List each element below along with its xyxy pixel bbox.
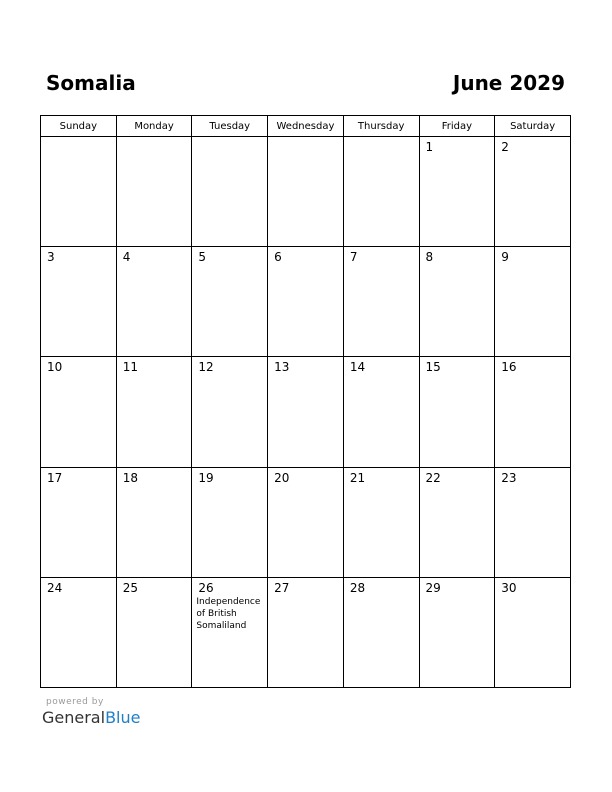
- weekday-header: Monday: [116, 116, 192, 137]
- weekday-header: Thursday: [343, 116, 419, 137]
- day-number: 1: [425, 140, 434, 154]
- day-number: 18: [122, 470, 138, 485]
- weekday-header: Friday: [419, 116, 495, 137]
- day-number: 4: [122, 250, 131, 265]
- week-row: [41, 137, 571, 247]
- day-cell: [343, 357, 419, 467]
- day-cell: [495, 467, 571, 577]
- day-cell: [343, 247, 419, 357]
- week-row: [41, 577, 571, 687]
- day-cell: [495, 357, 571, 467]
- day-number: 27: [274, 580, 290, 595]
- day-cell: [192, 467, 268, 577]
- day-number: 16: [501, 360, 517, 375]
- day-number: 10: [47, 360, 63, 375]
- day-cell: [268, 467, 344, 577]
- day-number: 25: [122, 580, 138, 595]
- day-cell: [116, 247, 192, 357]
- day-number: 3: [47, 250, 55, 265]
- day-cell: [116, 467, 192, 577]
- weekday-header-row: [41, 116, 571, 137]
- day-number: 13: [274, 360, 290, 375]
- empty-day-cell: [343, 137, 419, 247]
- logo-blue-text: Blue: [105, 708, 141, 727]
- day-cell: [419, 577, 495, 687]
- day-number: 11: [122, 360, 138, 375]
- weekday-header: Tuesday: [192, 116, 268, 137]
- month-year-title: June 2029: [452, 71, 565, 95]
- day-cell: [495, 247, 571, 357]
- day-number: 28: [349, 580, 366, 595]
- day-number: 29: [425, 580, 441, 595]
- day-number: 8: [425, 250, 434, 265]
- day-cell: [41, 357, 117, 467]
- day-cell: [116, 357, 192, 467]
- country-title: Somalia: [46, 71, 136, 95]
- day-number: 23: [501, 470, 517, 485]
- day-cell: [419, 467, 495, 577]
- day-number: 7: [349, 250, 358, 265]
- day-cell: [419, 357, 495, 467]
- weekday-header: Sunday: [41, 116, 117, 137]
- day-number: 15: [425, 360, 441, 375]
- day-number: 14: [349, 360, 366, 375]
- day-cell: [495, 137, 571, 247]
- empty-day-cell: [268, 137, 344, 247]
- day-cell: [343, 467, 419, 577]
- week-row: [41, 357, 571, 467]
- day-number: 22: [425, 470, 441, 485]
- week-row: [41, 467, 571, 577]
- day-cell: [495, 577, 571, 687]
- empty-day-cell: [192, 137, 268, 247]
- day-cell: [343, 577, 419, 687]
- day-cell: [419, 247, 495, 357]
- day-number: 12: [198, 360, 214, 375]
- day-number: 26: [198, 580, 214, 595]
- day-number: 17: [47, 470, 63, 485]
- empty-day-cell: [116, 137, 192, 247]
- day-cell: [419, 137, 495, 247]
- day-cell: [268, 247, 344, 357]
- day-number: 19: [198, 470, 214, 485]
- day-cell: [192, 577, 268, 687]
- day-cell: [192, 357, 268, 467]
- day-number: 2: [501, 140, 509, 154]
- weekday-header: Saturday: [495, 116, 571, 137]
- day-number: 21: [349, 470, 366, 485]
- week-row: [41, 247, 571, 357]
- day-number: 24: [47, 580, 63, 595]
- empty-day-cell: [41, 137, 117, 247]
- day-cell: [116, 577, 192, 687]
- weekday-header: Wednesday: [268, 116, 344, 137]
- day-cell: [268, 357, 344, 467]
- day-cell: [268, 577, 344, 687]
- day-cell: [41, 577, 117, 687]
- day-number: 5: [198, 250, 207, 265]
- day-number: 30: [501, 580, 517, 595]
- day-number: 6: [274, 250, 282, 265]
- powered-by-text: powered by: [46, 697, 104, 707]
- holiday-label: Independence of British Somaliland: [196, 596, 261, 631]
- calendar-grid: [40, 115, 571, 688]
- day-cell: [41, 247, 117, 357]
- generalblue-logo: [42, 708, 140, 728]
- logo-general-text: General: [42, 708, 106, 727]
- day-number: 9: [501, 250, 509, 265]
- day-cell: [192, 247, 268, 357]
- day-cell: [41, 467, 117, 577]
- day-number: 20: [274, 470, 290, 485]
